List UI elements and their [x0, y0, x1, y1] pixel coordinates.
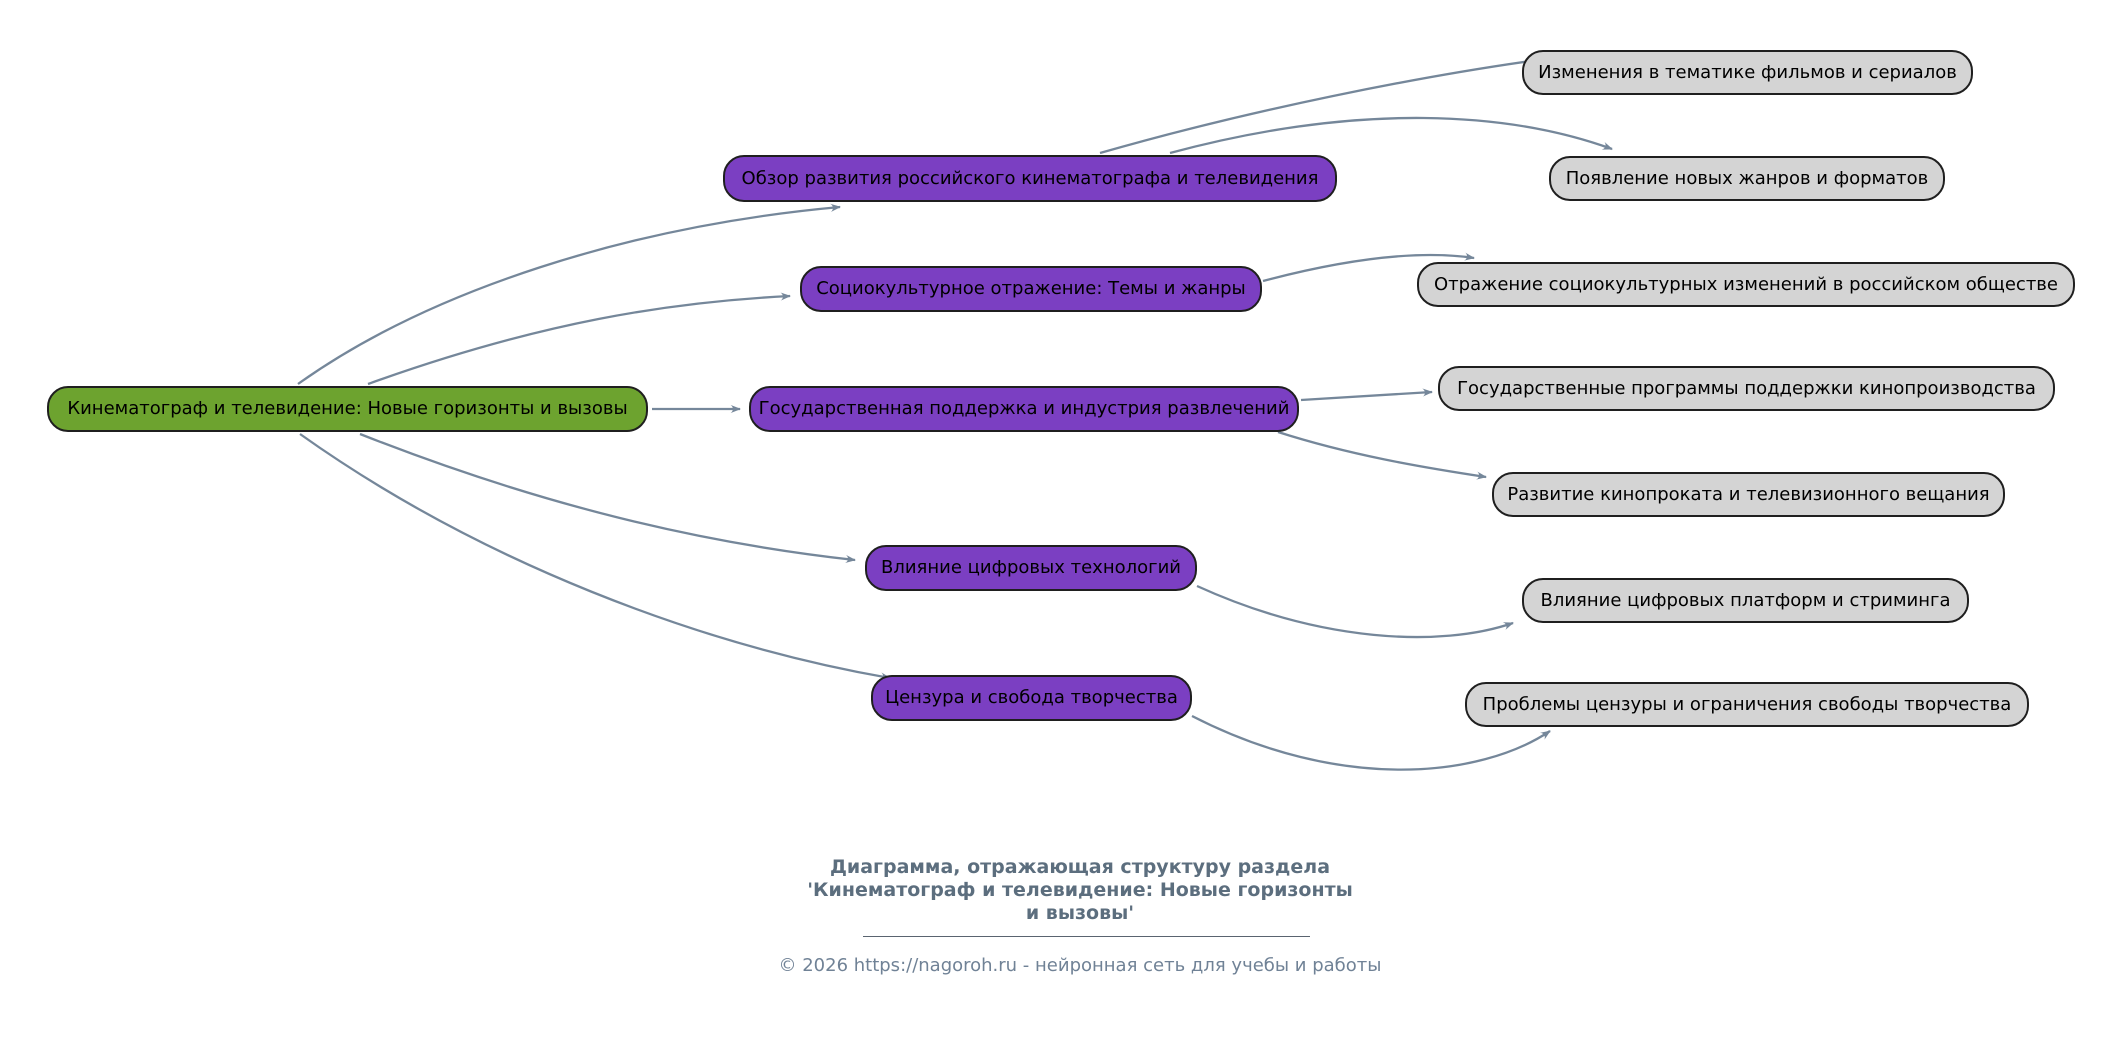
node-branch-overview: Обзор развития российского кинематографа и телевидения	[723, 155, 1337, 202]
node-branch-digital-tech: Влияние цифровых технологий	[865, 545, 1197, 591]
node-branch-sociocultural: Социокультурное отражение: Темы и жанры	[800, 266, 1262, 312]
edge-root-censorship	[300, 434, 890, 678]
node-leaf-socio-reflection: Отражение социокультурных изменений в российском обществе	[1417, 262, 2075, 307]
caption-line: 'Кинематограф и телевидение: Новые горизонты	[807, 879, 1353, 901]
edge-root-digital	[360, 434, 855, 560]
node-branch-state-support: Государственная поддержка и индустрия развлечений	[749, 386, 1299, 432]
edge-overview-new-genres	[1170, 118, 1612, 153]
edge-state-distribution	[1278, 432, 1486, 477]
node-leaf-platforms-streaming: Влияние цифровых платформ и стриминга	[1522, 578, 1969, 623]
edge-state-programs	[1301, 392, 1432, 400]
caption-line: и вызовы'	[1025, 902, 1135, 924]
node-root-topic: Кинематограф и телевидение: Новые горизонты и вызовы	[47, 386, 648, 432]
node-leaf-themes-change: Изменения в тематике фильмов и сериалов	[1522, 50, 1973, 95]
node-leaf-new-genres: Появление новых жанров и форматов	[1549, 156, 1945, 201]
edge-root-overview	[298, 207, 840, 384]
node-leaf-distribution: Развитие кинопроката и телевизионного вещания	[1492, 472, 2005, 517]
node-branch-censorship: Цензура и свобода творчества	[871, 675, 1192, 721]
caption-divider	[863, 936, 1310, 937]
node-leaf-state-programs: Государственные программы поддержки кинопроизводства	[1438, 366, 2055, 411]
node-leaf-censorship-problems: Проблемы цензуры и ограничения свободы творчества	[1465, 682, 2029, 727]
caption-line: Диаграмма, отражающая структуру раздела	[829, 856, 1331, 878]
copyright-footer: © 2026 https://nagoroh.ru - нейронная сеть для учебы и работы	[778, 955, 1382, 976]
edge-digital-platforms	[1197, 586, 1513, 637]
diagram-caption	[700, 856, 1460, 925]
edge-overview-themes-change	[1100, 59, 1545, 153]
